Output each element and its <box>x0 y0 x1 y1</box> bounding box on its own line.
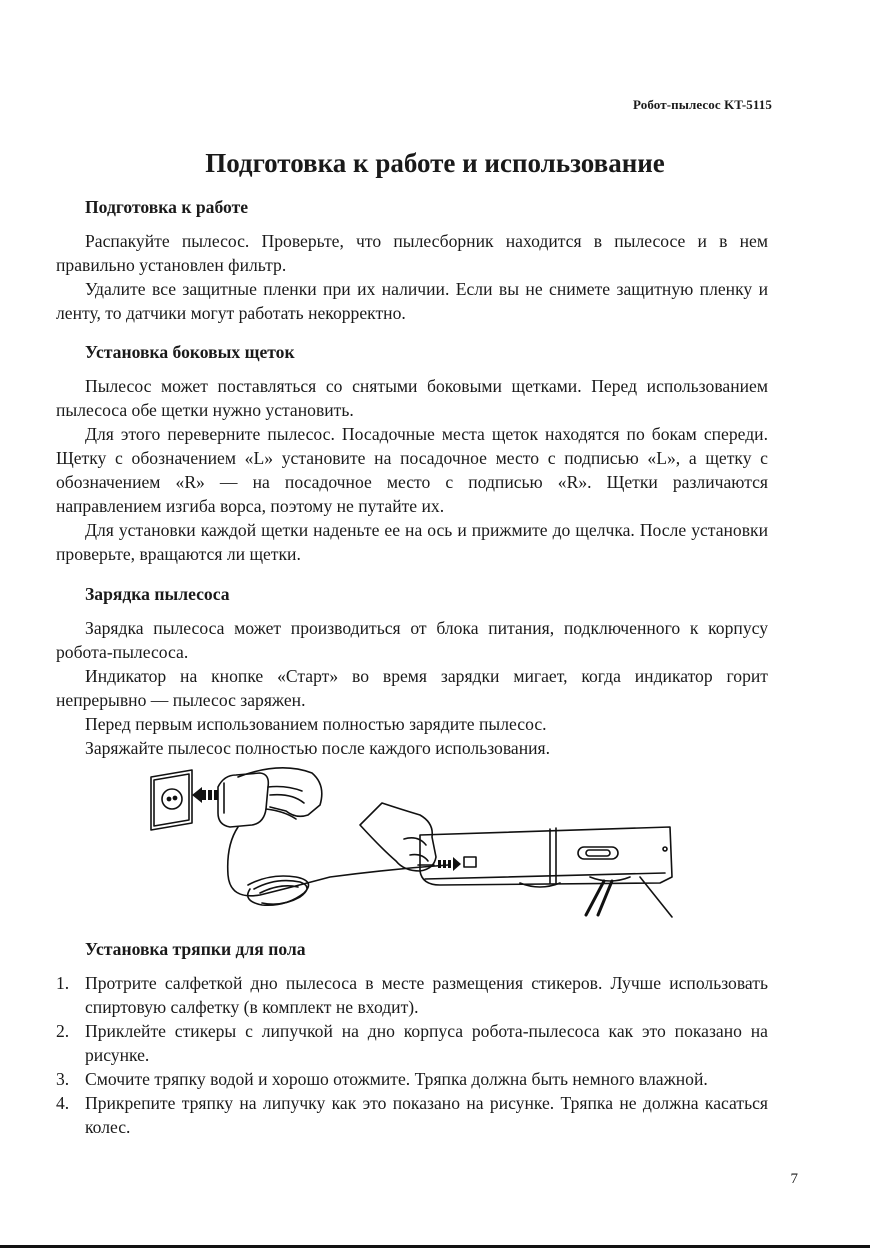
list-item <box>56 1067 768 1091</box>
paragraph: Индикатор на кнопке «Старт» во время зарядки мигает, когда индикатор горит непрерывно — пылесос заряжен. <box>56 666 768 710</box>
section-heading: Зарядка пылесоса <box>85 584 230 604</box>
section-heading: Подготовка к работе <box>85 197 249 217</box>
section-charging <box>56 582 768 760</box>
paragraph: Удалите все защитные пленки при их наличии. Если вы не снимете защитную пленку и ленту, то датчики могут работать некорректно. <box>56 279 768 323</box>
section-mop-install <box>56 937 768 1139</box>
section-heading: Установка боковых щеток <box>85 342 295 362</box>
paragraph: Зарядка пылесоса может производиться от блока питания, подключенного к корпусу робота-пылесоса. <box>56 618 768 662</box>
paragraph: Пылесос может поставляться со снятыми боковыми щетками. Перед использованием пылесоса обе щетки нужно установить. <box>56 376 768 420</box>
step-number: 1. <box>56 973 70 993</box>
plug-in-arrow-icon <box>192 787 218 803</box>
robot-vacuum-icon <box>420 827 672 887</box>
step-text: Приклейте стикеры с липучкой на дно корпуса робота-пылесоса как это показано на рисунке. <box>85 1021 768 1065</box>
charging-illustration <box>120 765 680 930</box>
step-number: 2. <box>56 1021 70 1041</box>
list-item <box>56 1091 768 1139</box>
power-adapter-icon <box>218 768 322 827</box>
paragraph: Заряжайте пылесос полностью после каждого использования. <box>85 738 551 758</box>
section-preparation <box>56 195 768 325</box>
list-item <box>56 971 768 1019</box>
hand-holding-plug-icon <box>360 803 436 871</box>
step-text: Прикрепите тряпку на липучку как это показано на рисунке. Тряпка не должна касаться колес. <box>85 1093 768 1137</box>
paragraph: Для этого переверните пылесос. Посадочные места щеток находятся по бокам спереди. Щетку с обозначением «L» установите на посадочное место с подписью «L», а щетку с обозначением «R» — на посадочное место с подписью «R». Щетки различаются направлением изгиба ворса, поэтому не путайте их. <box>56 424 768 516</box>
page-title: Подготовка к работе и использование <box>205 148 665 178</box>
section-side-brushes <box>56 340 768 566</box>
step-text: Смочите тряпку водой и хорошо отожмите. Тряпка должна быть немного влажной. <box>85 1069 708 1089</box>
list-item <box>56 1019 768 1067</box>
paragraph: Перед первым использованием полностью зарядите пылесос. <box>85 714 547 734</box>
step-text: Протрите салфеткой дно пылесоса в месте размещения стикеров. Лучше использовать спиртовую салфетку (в комплект не входит). <box>85 973 768 1017</box>
wall-socket-icon <box>151 770 192 830</box>
section-heading: Установка тряпки для пола <box>85 939 306 959</box>
running-header: Робот-пылесос KT-5115 <box>633 97 772 112</box>
page-number: 7 <box>790 1171 798 1187</box>
dc-jack-arrow-icon <box>438 857 461 871</box>
step-number: 4. <box>56 1093 70 1113</box>
steps-list <box>56 971 768 1139</box>
step-number: 3. <box>56 1069 70 1089</box>
paragraph: Распакуйте пылесос. Проверьте, что пылесборник находится в пылесосе и в нем правильно установлен фильтр. <box>56 231 768 275</box>
paragraph: Для установки каждой щетки наденьте ее на ось и прижмите до щелчка. После установки проверьте, вращаются ли щетки. <box>56 520 768 564</box>
pointer-lines <box>586 881 612 915</box>
